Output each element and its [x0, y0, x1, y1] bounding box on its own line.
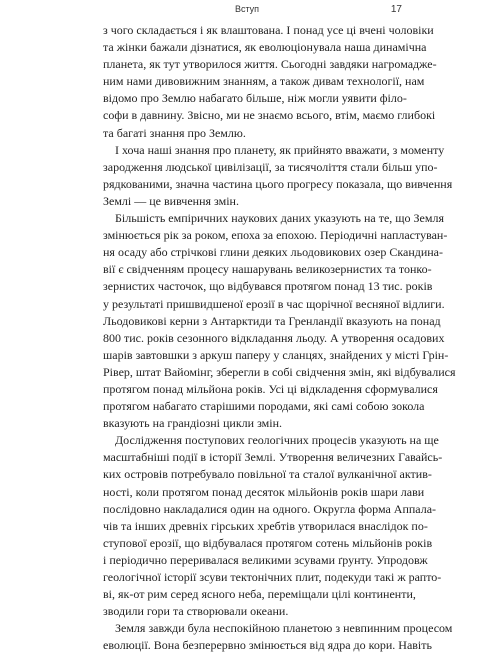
text-line: ступової ерозії, що відбувалася протягом сотень мільйонів років — [103, 535, 433, 550]
running-head — [102, 4, 402, 15]
text-line: змінюється рік за роком, епоха за епохою. Періодичні напластуван- — [103, 228, 448, 243]
text-line: Більшість емпіричних наукових даних указують на те, що Земля — [115, 211, 444, 226]
text-line: ві, як-от рим серед ясного неба, переміщали цілі континенти, — [103, 587, 416, 602]
text-line: зводили гори та створювали океани. — [103, 604, 289, 619]
text-line: масштабніші події в історії Землі. Утворення величезних Гавайсь- — [103, 450, 443, 465]
text-line: ких островів потребувало повільної та сталої вулканічної актив- — [103, 467, 432, 482]
text-line: рядкованими, значна частина цього прогресу показала, що вивчення — [103, 176, 453, 191]
paragraph — [103, 142, 453, 210]
text-line: з чого складається і як влаштована. І понад усе ці вчені чоловіки — [103, 23, 434, 37]
body-text — [103, 22, 456, 654]
paragraph — [103, 210, 456, 432]
paragraph — [103, 22, 437, 142]
text-line: чів та інших древніх гірських хребтів утворилася внаслідок по- — [103, 518, 428, 533]
text-line: зародження людської цивілізації, за тисячоліття стали більш упо- — [103, 159, 438, 174]
text-line: 800 тис. років сезонного відкладання льоду. А утворення осадових — [103, 330, 445, 345]
text-line: софи в давнину. Звісно, ми не знаємо всього, втім, маємо глибокі — [103, 108, 436, 123]
text-line: та багаті знання про Землю. — [103, 125, 246, 140]
text-line: зернистих часточок, що відбувався протягом понад 13 тис. років — [103, 279, 433, 294]
text-line: геологічної історії зсуви тектонічних плит, подекуди такі ж рапто- — [103, 570, 442, 584]
text-line: протягом набагато старішими породами, які самі собою зокола — [103, 399, 425, 414]
paragraph — [103, 620, 453, 654]
text-line: ня осаду або стрічкові глини деяких льодовикових озер Скандина- — [103, 245, 444, 260]
text-line: Рівер, штат Вайомінг, зберегли в собі свідчення змін, які відбувалися — [103, 364, 456, 379]
paragraph — [103, 432, 443, 620]
text-line: ності, коли протягом понад десяток мільйонів років шари лави — [103, 484, 425, 499]
text-line: Льодовикові керни з Антарктиди та Гренландії вказують на понад — [103, 313, 441, 328]
text-line: Земля завжди була неспокійною планетою з невпинним процесом — [115, 621, 453, 636]
text-line: протягом понад мільйона років. Усі ці відкладення сформувалися — [103, 381, 438, 396]
text-line: відомо про Землю набагато більше, ніж могли уявити філо- — [103, 91, 407, 106]
text-line: планета, як тут утворилося життя. Сьогодні завдяки нагромадже- — [103, 57, 437, 72]
text-line: Землі — це вивчення змін. — [103, 193, 239, 208]
text-line: І хоча наші знання про планету, як прийнято вважати, з моменту — [115, 142, 445, 157]
text-line: і періодично переривалася великими зсувами ґрунту. Упродовж — [103, 552, 428, 567]
running-head-title: Вступ — [234, 4, 260, 14]
text-line: Дослідження поступових геологічних процесів указують на ще — [115, 433, 439, 448]
text-line: послідовно накладалися один на одного. Округла форма Аппала- — [103, 501, 437, 516]
text-line: вії є свідченням процесу нашарувань великозернистих та тонко- — [103, 262, 432, 277]
text-line: у результаті пришвидшеної ерозії в час щорічної весняної відлиги. — [103, 296, 445, 311]
text-line: шарів завтовшки з аркуш паперу у сланцях, знайдених у місті Грін- — [103, 347, 449, 362]
text-line: еволюції. Вона безперервно змінюється від ядра до кори. Навіть — [103, 638, 432, 653]
page-number: 17 — [390, 4, 402, 15]
text-line: та жінки бажали дізнатися, як еволюціонувала наша динамічна — [103, 40, 427, 55]
text-line: ним нами дивовижним знанням, а також дивам технології, нам — [103, 74, 425, 89]
text-line: вказують на грандіозні цикли змін. — [103, 416, 283, 431]
